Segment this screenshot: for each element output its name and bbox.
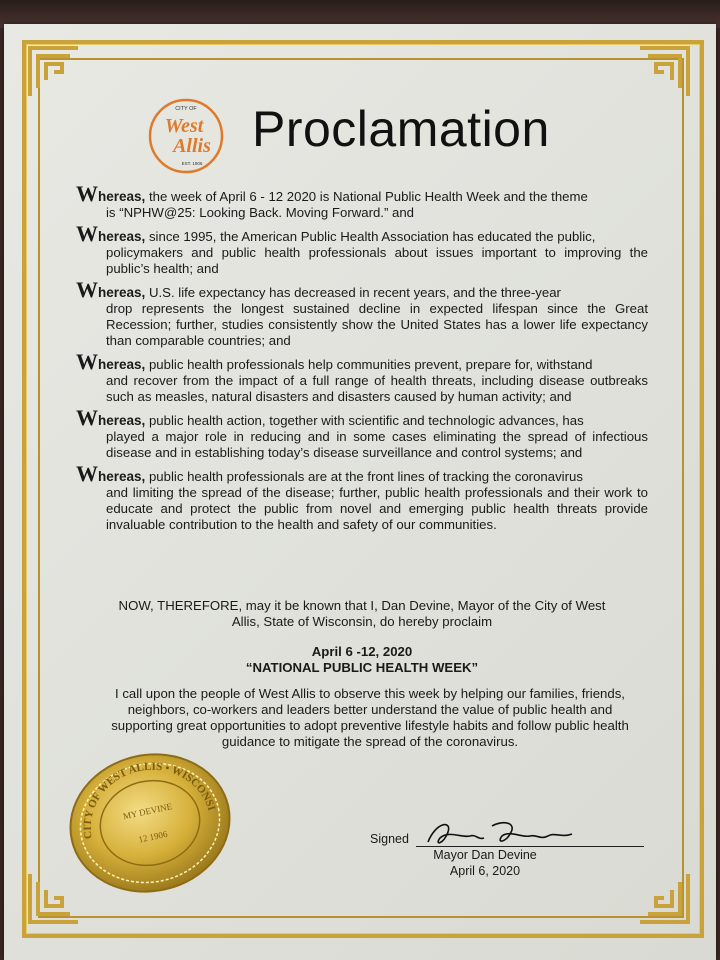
clause-first-line — [76, 277, 648, 302]
whereas-clauses — [76, 181, 648, 538]
clause-lead: hereas, — [98, 357, 146, 372]
clause-body: is “NPHW@25: Looking Back. Moving Forward.” and — [106, 205, 415, 220]
whereas-clause — [76, 277, 648, 349]
clause-first-line — [76, 405, 648, 430]
call-to-action: I call upon the people of West Allis to observe this week by helping our families, friends, neighbors, co-workers and leaders better understand the value of public health and supporting great opportunities to adopt preventive lifestyle habits and follow public health guidance to mitigate the spread of the coronavirus. — [111, 686, 629, 749]
clause-first-line — [76, 181, 648, 206]
logo-city-of: CITY OF — [175, 106, 197, 112]
logo-name-line2: Allis — [173, 135, 211, 157]
clause-first-text: the week of April 6 - 12 2020 is National Public Health Week and the theme — [145, 189, 588, 204]
seal-inner-text: MY DEVINE — [122, 801, 173, 822]
clause-body: drop represents the longest sustained decline in expected lifespan since the Great Recession; further, studies consistently show the United States has a lower life expectancy than comparable countries; and — [106, 301, 648, 348]
clause-lead: hereas, — [98, 469, 146, 484]
corner-ornament-icon — [636, 870, 692, 926]
clause-initial: W — [76, 405, 98, 430]
seal-year: 12 1906 — [137, 828, 169, 845]
clause-initial: W — [76, 181, 98, 206]
gold-seal — [60, 748, 240, 898]
clause-first-text: U.S. life expectancy has decreased in recent years, and the three-year — [145, 285, 561, 300]
logo-name-line1: West — [164, 115, 204, 137]
clause-body: and recover from the impact of a full range of health threats, including disease outbreaks such as measles, natural disasters and disasters caused by human activity; and — [106, 373, 648, 404]
clause-first-text: public health action, together with scientific and technologic advances, has — [145, 413, 584, 428]
now-therefore — [76, 598, 648, 630]
clause-body: policymakers and public health professionals about issues important to improving the public’s health; and — [106, 245, 648, 276]
clause-body: and limiting the spread of the disease; further, public health professionals and their work to educate and protect the public from novel and emerging public health threats provide invaluable contribution to the health and safety of our communities. — [106, 485, 648, 532]
clause-lead: hereas, — [98, 413, 146, 428]
clause-initial: W — [76, 221, 98, 246]
clause-lead: hereas, — [98, 229, 146, 244]
proclaimed-dates: April 6 -12, 2020 — [311, 644, 413, 659]
signer-name: Mayor Dan Devine — [433, 848, 537, 862]
west-allis-logo — [136, 96, 236, 176]
page-title: Proclamation — [252, 101, 550, 157]
clause-initial: W — [76, 349, 98, 374]
whereas-clause — [76, 405, 648, 461]
logo-est: EST. 1906 — [181, 161, 203, 166]
clause-first-line — [76, 461, 648, 486]
signature-date: April 6, 2020 — [449, 864, 521, 878]
clause-body: played a major role in reducing and in some cases eliminating the spread of infectious disease and in establishing today’s disease surveillance and control systems; and — [106, 429, 648, 460]
clause-first-text: public health professionals are at the front lines of tracking the coronavirus — [145, 469, 583, 484]
handwritten-signature — [422, 816, 582, 850]
whereas-clause — [76, 349, 648, 405]
whereas-clause — [76, 461, 648, 533]
now-therefore-line1: NOW, THEREFORE, may it be known that I, Dan Devine, Mayor of the City of West — [118, 598, 606, 613]
clause-lead: hereas, — [98, 285, 146, 300]
clause-first-line — [76, 349, 648, 374]
clause-initial: W — [76, 277, 98, 302]
corner-ornament-icon — [636, 44, 692, 100]
clause-first-text: public health professionals help communities prevent, prepare for, withstand — [145, 357, 593, 372]
seal-outer-text: CITY OF WEST ALLIS • WISCONSIN — [81, 760, 218, 840]
clause-first-text: since 1995, the American Public Health Association has educated the public, — [145, 229, 596, 244]
whereas-clause — [76, 181, 648, 221]
signature-line — [416, 846, 644, 847]
proclaimed-name: “NATIONAL PUBLIC HEALTH WEEK” — [245, 660, 479, 675]
corner-ornament-icon — [26, 44, 82, 100]
now-therefore-line2: Allis, State of Wisconsin, do hereby proclaim — [231, 614, 493, 629]
clause-lead: hereas, — [98, 189, 146, 204]
signed-label: Signed — [370, 832, 409, 846]
signature-block — [370, 824, 650, 848]
clause-first-line — [76, 221, 648, 246]
whereas-clause — [76, 221, 648, 277]
clause-initial: W — [76, 461, 98, 486]
